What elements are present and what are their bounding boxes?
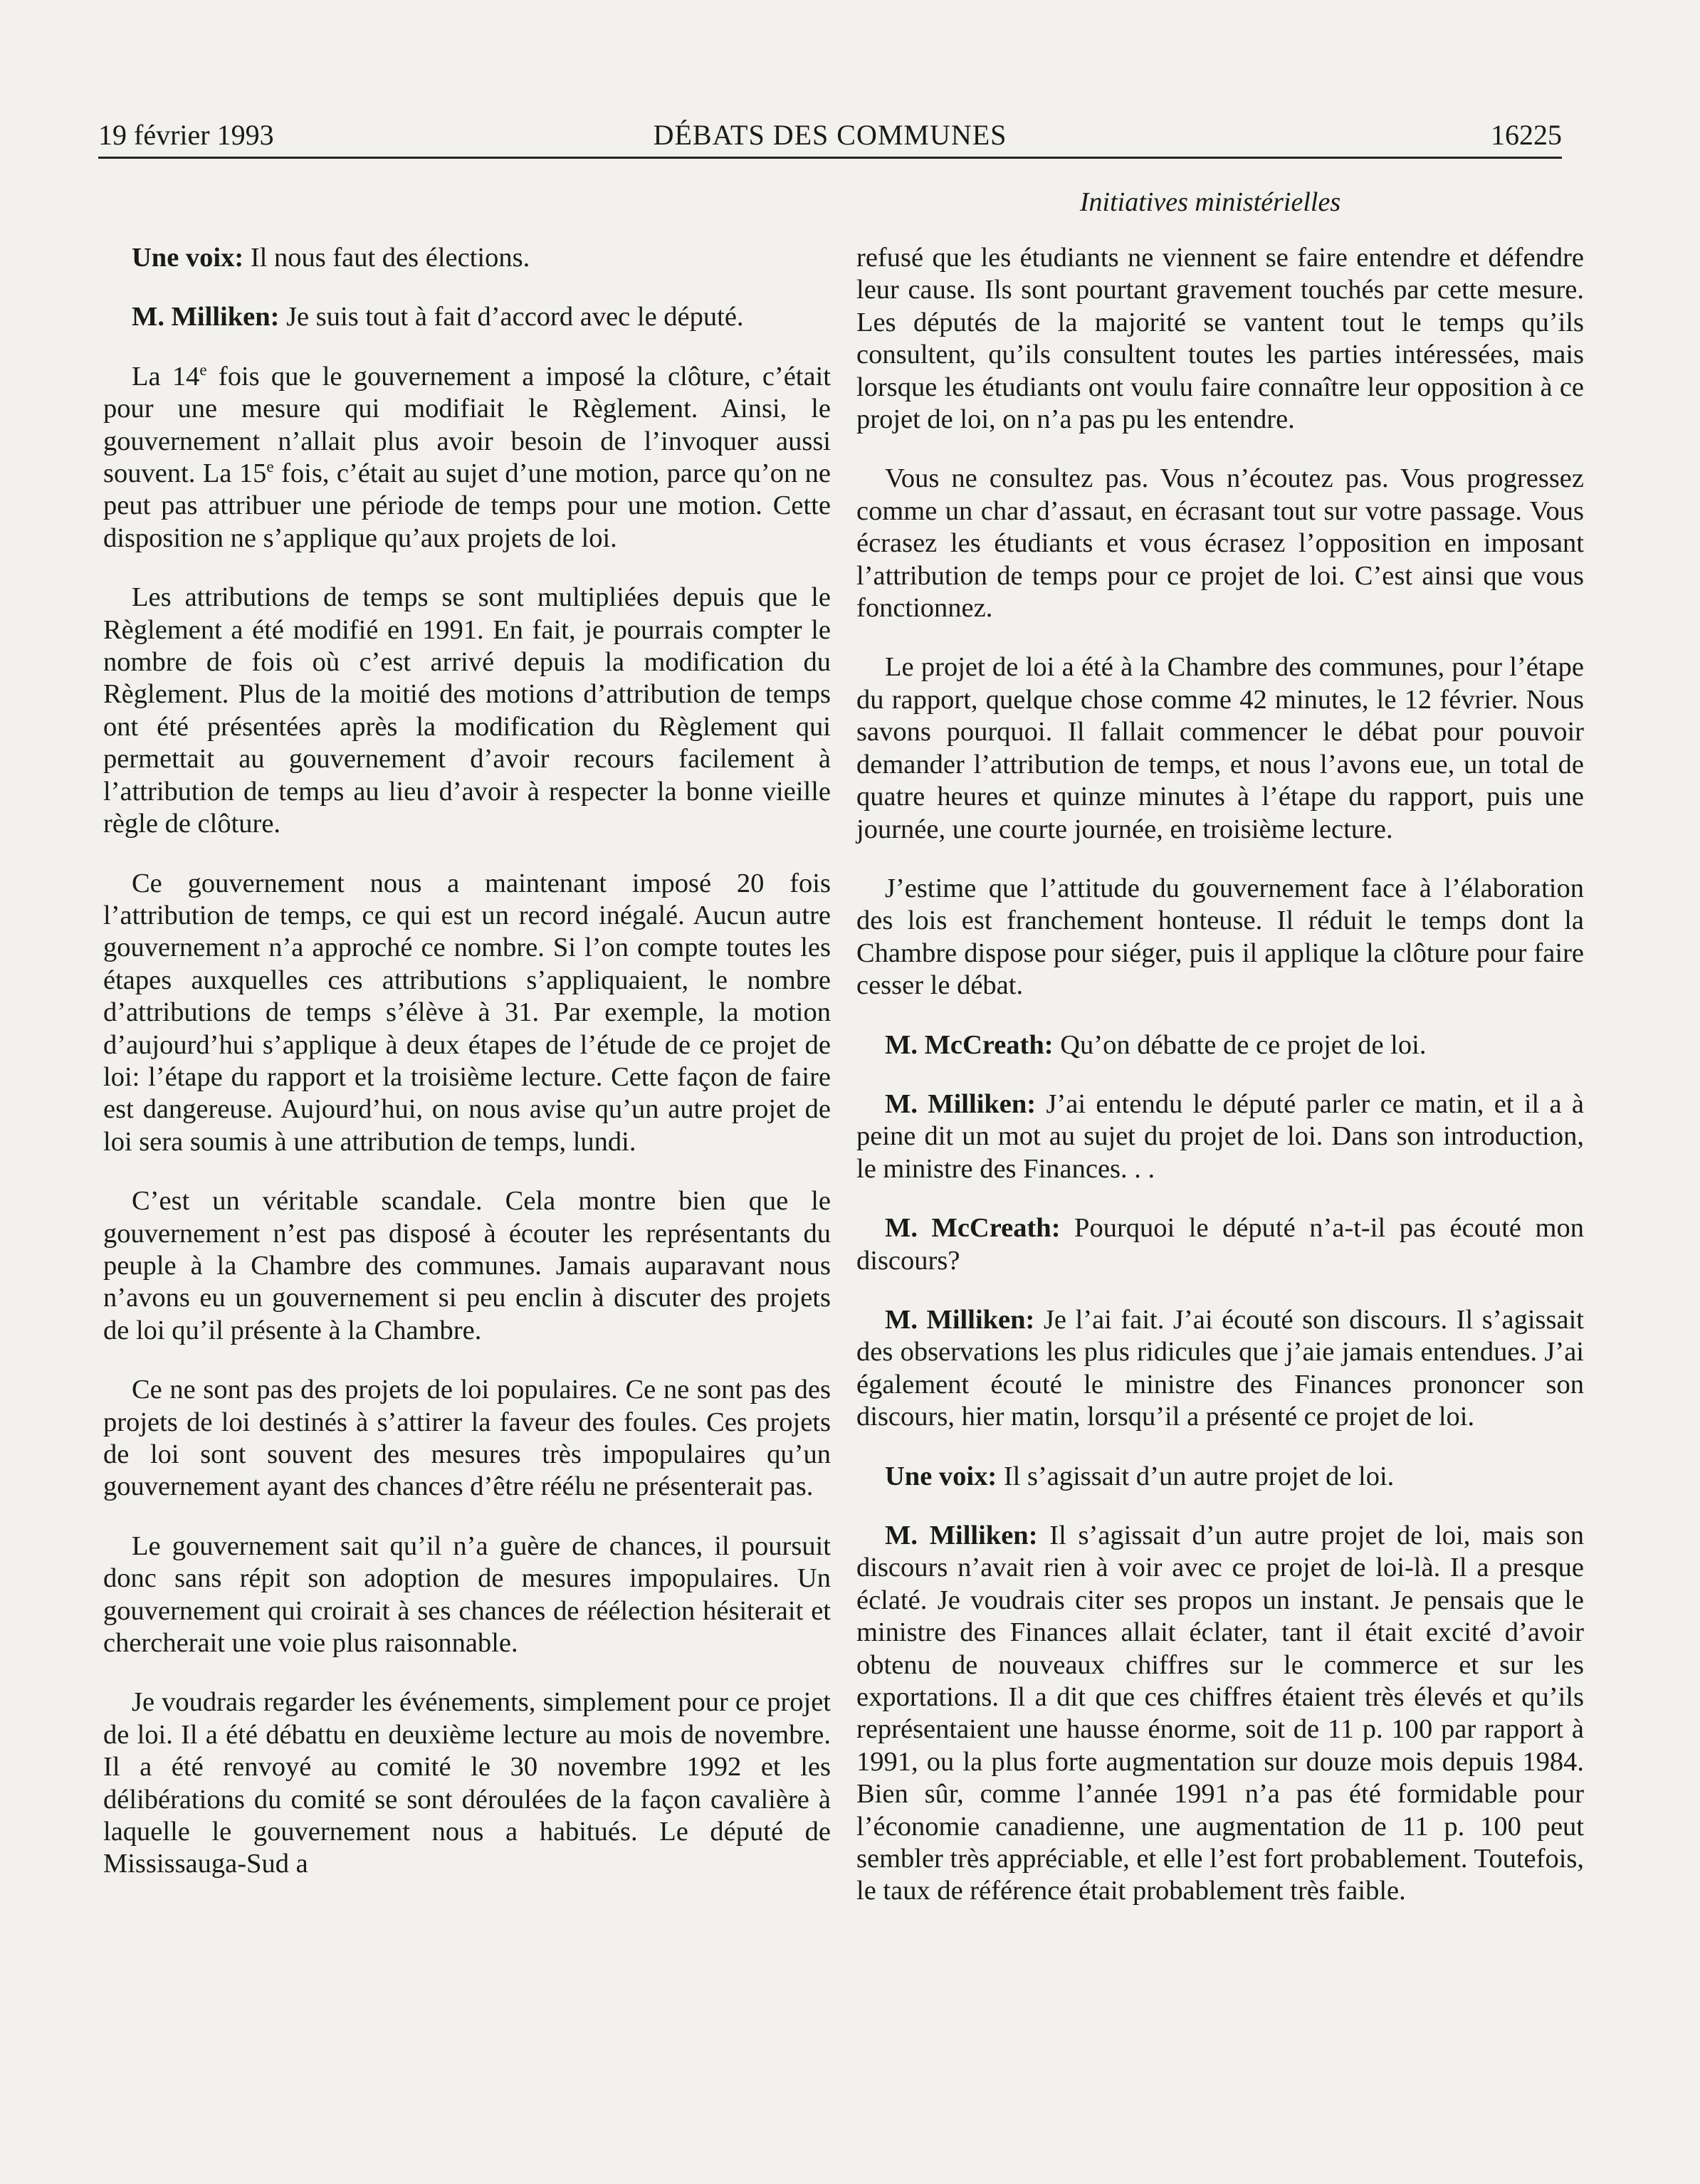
speech-text: Il s’agissait d’un autre projet de loi. [997,1461,1395,1491]
section-title: Initiatives ministérielles [1079,187,1341,217]
speech-text: Qu’on débatte de ce projet de loi. [1053,1029,1427,1060]
paragraph-text: fois, c’était au sujet d’une motion, parce qu’on ne peut pas attribuer une période de temps pour une motion. Cette disposition ne s’applique qu’aux projets de loi. [103,458,831,553]
speech-text: Pourquoi le député n’a-t-il pas écouté mon discours? [856,1213,1584,1276]
speaker-name: M. McCreath: [885,1029,1054,1060]
paragraph: Ce gouvernement nous a maintenant imposé 20 fois l’attribution de temps, ce qui est un record inégalé. Aucun autre gouvernement n’a approché ce nombre. Si l’on compte toutes les étapes auxquelles ces attributions s’appliquaient, le nombre d’attributions de temps s’élève à 31. Par exemple, la motion d’aujourd’hui s’applique à deux étapes de l’étude de ce projet de loi: l’étape du rapport et la troisième lecture. Cette façon de faire est dangereuse. Aujourd’hui, on nous avise qu’un autre projet de loi sera soumis à une attribution de temps, lundi. [103,868,831,1157]
paragraph: Les attributions de temps se sont multipliées depuis que le Règlement a été modifié en 1991. En fait, je pourrais compter le nombre de fois où c’est arrivé depuis la modification du Règlement. Plus de la moitié des motions d’attribution de temps ont été présentées après la modification du Règlement qui permettait au gouvernement d’avoir recours facilement à l’attribution de temps au lieu d’avoir à respecter la bonne vieille règle de clôture. [103,582,831,839]
speaker-name: M. Milliken: [885,1521,1038,1550]
paragraph [103,361,831,555]
speaker-name: M. McCreath: [885,1213,1061,1244]
superscript: e [266,457,274,476]
paragraph: Ce ne sont pas des projets de loi populaires. Ce ne sont pas des projets de loi destinés à s’attirer la faveur des foules. Ces projets de loi sont souvent des mesures très impopulaires qu’un gouvernement ayant des chances d’être réélu ne présenterait pas. [103,1375,831,1502]
header-page-number: 16225 [1491,119,1562,151]
paragraph: Le projet de loi a été à la Chambre des communes, pour l’étape du rapport, quelque chose comme 42 minutes, le 12 février. Nous savons pourquoi. Il fallait commencer le débat pour pouvoir demander l’attribution de temps, et nous l’avons eue, un total de quatre heures et quinze minutes à l’étape du rapport, puis une journée, une courte journée, en troisième lecture. [856,652,1584,844]
paragraph: Le gouvernement sait qu’il n’a guère de chances, il poursuit donc sans répit son adoption de mesures impopulaires. Un gouvernement qui croirait à ses chances de réélection hésiterait et chercherait une voie plus raisonnable. [103,1531,831,1659]
speaker-name: M. Milliken: [885,1304,1035,1335]
paragraph: refusé que les étudiants ne viennent se faire entendre et défendre leur cause. Ils sont pourtant gravement touchés par cette mesure. Les députés de la majorité se vantent tout le temps qu’ils consultent, qu’ils consultent toutes les parties intéressées, mais lorsque les étudiants ont voulu faire connaître leur opposition à ce projet de loi, on n’a pas pu les entendre. [856,243,1584,435]
speech-text: Je l’ai fait. J’ai écouté son discours. Il s’agissait des observations les plus ridicules que j’aie jamais entendues. J’ai également écouté le ministre des Finances prononcer son discours, hier matin, lorsqu’il a présenté ce projet de loi. [856,1304,1584,1432]
paragraph: J’estime que l’attitude du gouvernement face à l’élaboration des lois est franchement honteuse. Il réduit le temps dont la Chambre dispose pour siéger, puis il applique la clôture pour faire cesser le débat. [856,873,1584,1001]
speech-text: J’ai entendu le député parler ce matin, et il a à peine dit un mot au sujet du projet de loi. Dans son introduction, le ministre des Finances. . . [856,1088,1585,1184]
paragraph [856,1088,1584,1185]
speaker-name: M. Milliken: [885,1088,1037,1119]
paragraph [856,1212,1584,1277]
paragraph: Je voudrais regarder les événements, simplement pour ce projet de loi. Il a été débattu en deuxième lecture au mois de novembre. Il a été renvoyé au comité le 30 novembre 1992 et les délibérations du comité se sont déroulées de la façon cavalière à laquelle le gouvernement nous a habitués. Le député de Mississauga-Sud a [103,1687,831,1879]
paragraph: Vous ne consultez pas. Vous n’écoutez pas. Vous progressez comme un char d’assaut, en écrasant tout sur votre passage. Vous écrasez les étudiants et vous écrasez l’opposition en imposant l’attribution de temps pour ce projet de loi. C’est ainsi que vous fonctionnez. [856,463,1584,624]
speech-text: Il nous faut des élections. [243,243,530,273]
right-column [856,242,1584,1935]
speaker-name: Une voix: [132,243,244,273]
paragraph [856,1304,1584,1434]
paragraph-text: fois que le gouvernement a imposé la clôture, c’était pour une mesure qui modifiait le Règlement. Ainsi, le gouvernement n’allait plus avoir besoin de l’invoquer aussi souvent. La 15 [103,361,831,489]
page-header [98,112,1562,159]
speaker-name: M. Milliken: [132,302,280,332]
paragraph [856,1461,1584,1493]
paragraph [103,242,831,274]
paragraph [103,301,831,333]
superscript: e [199,359,207,379]
left-column [103,242,831,1908]
paragraph [856,1520,1584,1908]
speech-text: Il s’agissait d’un autre projet de loi, mais son discours n’avait rien à voir avec ce projet de loi-là. Il a presque éclaté. Je voudrais citer ses propos un instant. Je pensais que le ministre des Finances allait éclater, tant il était excité d’avoir obtenu de nouveaux chiffres sur le commerce et sur les exportations. Il a dit que ces chiffres étaient très élevés et qu’ils représentaient une hausse énorme, soit de 11 p. 100 par rapport à 1991, ou la plus forte augmentation sur douze mois depuis 1984. Bien sûr, comme l’année 1991 n’a pas été formidable pour l’économie canadienne, une augmentation de 11 p. 100 peut sembler très appréciable, et elle l’est fort probablement. Toutefois, le taux de référence était probablement très faible. [856,1521,1584,1906]
paragraph: C’est un véritable scandale. Cela montre bien que le gouvernement n’est pas disposé à écouter les représentants du peuple à la Chambre des communes. Jamais auparavant nous n’avons eu un gouvernement si peu enclin à discuter des projets de loi qu’il présente à la Chambre. [103,1186,831,1345]
speech-text: Je suis tout à fait d’accord avec le député. [279,302,744,332]
speaker-name: Une voix: [885,1461,997,1491]
header-title: DÉBATS DES COMMUNES [653,119,1007,151]
paragraph-text: La 14 [132,361,200,392]
paragraph [856,1029,1584,1061]
header-date: 19 février 1993 [98,119,274,151]
